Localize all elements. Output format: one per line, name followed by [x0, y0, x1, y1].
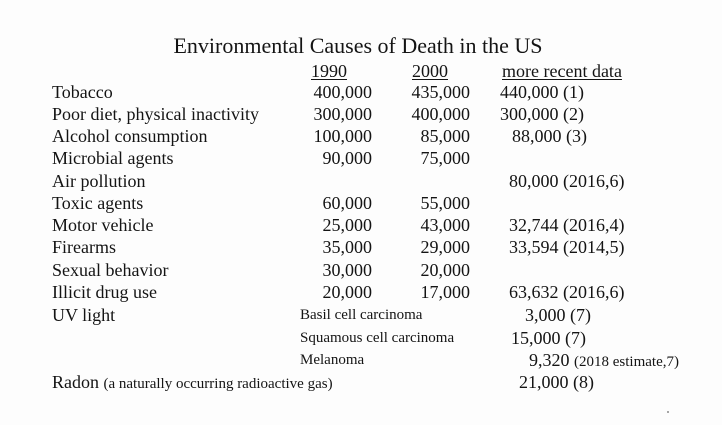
radon-note: (a naturally occurring radioactive gas)	[103, 376, 333, 392]
table-row	[0, 170, 722, 192]
scan-speck	[667, 411, 669, 413]
value-2000: 75,000	[420, 148, 470, 168]
table-row-radon	[0, 371, 722, 393]
value-recent: 33,594 (2014,5)	[509, 237, 625, 257]
value-1990: 300,000	[313, 104, 372, 124]
cause-label: Alcohol consumption	[52, 126, 208, 146]
value-recent-number: 9,320	[529, 350, 570, 370]
table-row-uv-subtype	[0, 327, 722, 349]
table-row	[0, 281, 722, 303]
value-2000: 20,000	[420, 260, 470, 280]
cause-label: Firearms	[52, 237, 116, 257]
table-row	[0, 192, 722, 214]
cause-label: Tobacco	[52, 82, 113, 102]
uv-subtype-label: Melanoma	[300, 352, 365, 368]
value-1990: 60,000	[322, 193, 372, 213]
value-1990: 100,000	[313, 126, 372, 146]
value-1990: 20,000	[322, 282, 372, 302]
value-recent: 32,744 (2016,4)	[509, 215, 625, 235]
value-recent: 15,000 (7)	[511, 328, 586, 348]
table-row-uv-light	[0, 304, 722, 326]
value-1990: 25,000	[322, 215, 372, 235]
cause-label: Motor vehicle	[52, 215, 154, 235]
cause-label: Microbial agents	[52, 148, 174, 168]
table-row	[0, 125, 722, 147]
value-1990: 35,000	[322, 237, 372, 257]
table-row	[0, 103, 722, 125]
header-2000: 2000	[412, 61, 448, 81]
value-2000: 17,000	[420, 282, 470, 302]
value-1990: 400,000	[313, 82, 372, 102]
page-title: Environmental Causes of Death in the US	[173, 33, 543, 58]
value-1990: 30,000	[322, 260, 372, 280]
value-2000: 400,000	[411, 104, 470, 124]
table-row-uv-subtype	[0, 349, 722, 371]
value-1990: 90,000	[322, 148, 372, 168]
table-row	[0, 259, 722, 281]
table-row	[0, 81, 722, 103]
uv-subtype-label: Basil cell carcinoma	[300, 307, 423, 323]
cause-label: Illicit drug use	[52, 282, 157, 302]
cause-label: Sexual behavior	[52, 260, 169, 280]
radon-label: Radon	[52, 372, 99, 392]
value-recent-note: (2018 estimate,7)	[574, 354, 679, 370]
value-2000: 55,000	[420, 193, 470, 213]
table-row	[0, 147, 722, 169]
cause-label	[52, 371, 333, 395]
value-2000: 85,000	[420, 126, 470, 146]
value-recent: 3,000 (7)	[525, 305, 591, 325]
value-recent: 80,000 (2016,6)	[509, 171, 625, 191]
value-recent: 300,000 (2)	[500, 104, 584, 124]
value-recent: 88,000 (3)	[512, 126, 587, 146]
cause-label: Toxic agents	[52, 193, 144, 213]
value-recent: 440,000 (1)	[500, 82, 584, 102]
cause-label: Air pollution	[52, 171, 146, 191]
header-more-recent-data: more recent data	[502, 61, 622, 81]
header-1990: 1990	[311, 61, 347, 81]
value-2000: 435,000	[411, 82, 470, 102]
value-2000: 29,000	[420, 237, 470, 257]
table-row	[0, 214, 722, 236]
uv-subtype-label: Squamous cell carcinoma	[300, 330, 455, 346]
value-recent	[529, 349, 679, 373]
cause-label: Poor diet, physical inactivity	[52, 104, 259, 124]
value-recent: 63,632 (2016,6)	[509, 282, 625, 302]
table-row	[0, 236, 722, 258]
cause-label: UV light	[52, 305, 116, 325]
value-recent: 21,000 (8)	[519, 372, 594, 392]
value-2000: 43,000	[420, 215, 470, 235]
